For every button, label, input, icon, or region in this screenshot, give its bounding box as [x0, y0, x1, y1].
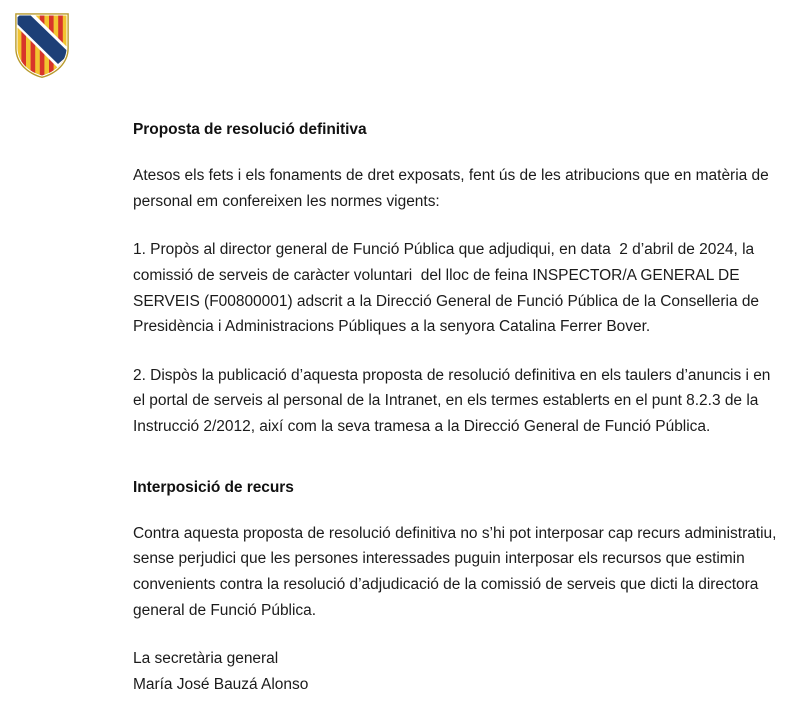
- signatory-name: María José Bauzá Alonso: [133, 675, 309, 693]
- page-title: Proposta de resolució definitiva: [133, 121, 367, 138]
- balearic-islands-coat-of-arms-icon: [12, 10, 72, 80]
- resolution-point-2: 2. Dispòs la publicació d’aquesta proposta de resolució definitiva en els taulers d’anuncis i en el portal de serveis al personal de la Intranet, en els termes establerts en el punt 8.2.3 de la Instrucció 2/2012, així com la seva tramesa a la Direcció General de Funció Pública.: [133, 366, 775, 435]
- letterhead: [12, 10, 72, 80]
- signature-block: [133, 646, 779, 697]
- appeal-paragraph: Contra aquesta proposta de resolució definitiva no s’hi pot interposar cap recurs administratiu, sense perjudici que les persones interessades puguin interposar els recursos que estimin convenients contra la resolució d’adjudicació de la comissió de serveis que dicti la directora general de Funció Pública.: [133, 524, 781, 619]
- document-content: [133, 118, 779, 697]
- resolution-point-1: 1. Propòs al director general de Funció Pública que adjudiqui, en data 2 d’abril de 2024, la comissió de serveis de caràcter voluntari del lloc de feina INSPECTOR/A GENERAL DE SERVEIS (F00800001) adscrit a la Direcció General de Funció Pública de la Conselleria de Presidència i Administracions Públiques a la senyora Catalina Ferrer Bover.: [133, 241, 764, 336]
- shield-field: [12, 10, 72, 77]
- appeal-section-heading: Interposició de recurs: [133, 478, 294, 496]
- signatory-role: La secretària general: [133, 650, 279, 668]
- intro-paragraph: Atesos els fets i els fonaments de dret exposats, fent ús de les atribucions que en matèria de personal em confereixen les normes vigents:: [133, 167, 773, 210]
